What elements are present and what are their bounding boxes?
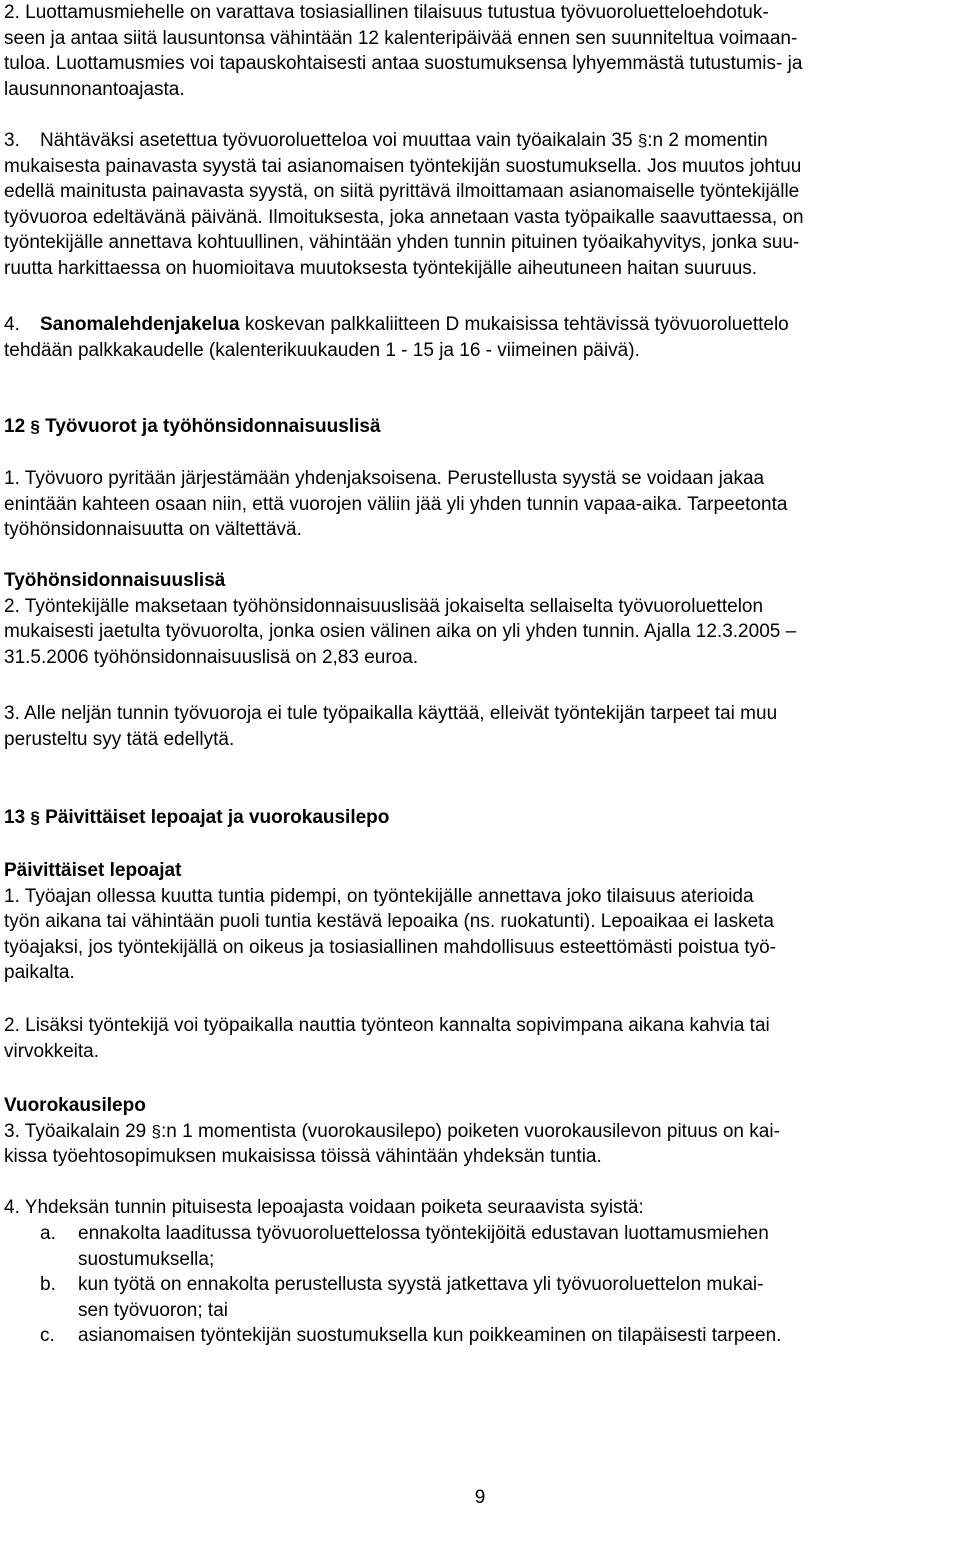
paragraph-number: 3. (4, 130, 20, 151)
text-line: asianomaisen työntekijän suostumuksella kun poikkeaminen on tilapäisesti tarpeen. (78, 1325, 782, 1347)
text-line: 31.5.2006 työhönsidonnaisuuslisä on 2,83 euroa. (4, 646, 419, 668)
text-line: työntekijälle annettava kohtuullinen, vähintään yhden tunnin pituinen työaikahyvitys, jonka suu- (4, 232, 800, 254)
section-number: 12 (4, 416, 26, 437)
section-13-paragraph-1 (4, 858, 954, 986)
text-line: 1. Työajan ollessa kuutta tuntia pidempi, on työntekijälle annettava joko tilaisuus aterioida (4, 885, 754, 907)
paragraph-2 (4, 0, 954, 102)
text-line (4, 128, 954, 154)
text-line: edellä mainitusta painavasta syystä, on siitä pyrittävä ilmoittamaan asianomaiselle työntekijälle (4, 181, 800, 203)
text-line: 2. Työntekijälle maksetaan työhönsidonnaisuuslisää jokaiselta sellaiselta työvuoroluettelon (4, 595, 764, 617)
section-12-paragraph-2 (4, 568, 954, 670)
bold-term: Sanomalehdenjakelua (40, 314, 240, 335)
section-13-paragraph-3 (4, 1093, 954, 1170)
text-line: työhönsidonnaisuutta on vältettävä. (4, 519, 302, 541)
paragraph-number: 4. (4, 314, 20, 335)
list-marker: a. (40, 1223, 56, 1244)
subheading: Vuorokausilepo (4, 1095, 146, 1116)
paragraph-3 (4, 128, 954, 282)
text-line: 4. Yhdeksän tunnin pituisesta lepoajasta voidaan poiketa seuraavista syistä: (4, 1197, 644, 1218)
text-line: 1. Työvuoro pyritään järjestämään yhdenjaksoisena. Perustellusta syystä se voidaan jakaa (4, 468, 765, 489)
text-line: työn aikana tai vähintään puoli tuntia kestävä lepoaika (ns. ruokatunti). Lepoaikaa ei lasketa (4, 911, 774, 933)
text-line: kun työtä on ennakolta perustellusta syystä jatkettava yli työvuoroluettelon mukai- (78, 1274, 764, 1296)
list-item (4, 1221, 954, 1272)
list-marker: b. (40, 1274, 56, 1296)
text-line: tuloa. Luottamusmies voi tapauskohtaisesti antaa suostumuksensa lyhyemmästä tutustumis- ja (4, 53, 803, 75)
text-line (4, 1119, 954, 1145)
text-line: 3. Alle neljän tunnin työvuoroja ei tule työpaikalla käyttää, elleivät työntekijän tarpeet tai muu (4, 703, 778, 724)
text-line: seen ja antaa siitä lausuntonsa vähintään 12 kalenteripäivää ennen sen suunniteltua voimaan- (4, 27, 798, 49)
section-symbol: § (637, 131, 648, 150)
section-12-paragraph-3 (4, 701, 954, 752)
section-title: Työvuorot ja työhönsidonnaisuuslisä (45, 416, 381, 437)
exception-list (4, 1221, 954, 1349)
subheading: Päivittäiset lepoajat (4, 860, 182, 881)
section-symbol: § (30, 417, 40, 436)
text-line: ennakolta laaditussa työvuoroluettelossa työntekijöitä edustavan luottamusmiehen (78, 1223, 769, 1244)
text-line: mukaisesta painavasta syystä tai asianomaisen työntekijän suostumuksella. Jos muutos johtuu (4, 155, 802, 177)
text-segment: koskevan palkkaliitteen D mukaisissa tehtävissä työvuoroluettelo (239, 314, 789, 335)
text-segment: :n 1 momentista (vuorokausilepo) poiketen vuorokausilevon pituus on kai- (161, 1120, 780, 1142)
text-line: työajaksi, jos työntekijällä on oikeus ja tosiasiallinen mahdollisuus esteettömästi poistua työ- (4, 936, 777, 958)
subheading: Työhönsidonnaisuuslisä (4, 570, 226, 591)
text-segment: Nähtäväksi asetettua työvuoroluetteloa voi muuttaa vain työaikalain 35 (40, 130, 633, 151)
text-line: työvuoroa edeltävänä päivänä. Ilmoituksesta, joka annetaan vasta työpaikalle saavuttaessa, on (4, 206, 804, 228)
section-symbol: § (30, 808, 40, 827)
text-line: 2. Lisäksi työntekijä voi työpaikalla nauttia työnteon kannalta sopivimpana aikana kahvia tai (4, 1015, 770, 1036)
section-symbol: § (151, 1121, 161, 1141)
text-line: enintään kahteen osaan niin, että vuorojen väliin jää yli yhden tunnin vapaa-aika. Tarpeetonta (4, 493, 788, 515)
section-number: 13 (4, 807, 26, 828)
text-line: mukaisesti jaetulta työvuorolta, jonka osien välinen aika on yli yhden tunnin. Ajalla 12.3.2005 – (4, 621, 797, 643)
list-marker: c. (40, 1325, 55, 1347)
text-line: virvokkeita. (4, 1040, 100, 1062)
section-13-heading (4, 805, 389, 831)
text-segment: :n 2 momentin (647, 130, 768, 151)
text-segment: 3. Työaikalain 29 (4, 1120, 147, 1142)
text-line (4, 312, 954, 338)
text-line: ruutta harkittaessa on huomioitava muutoksesta työntekijälle aiheutuneen haitan suuruus. (4, 257, 758, 279)
page-number: 9 (474, 1487, 486, 1508)
text-line: suostumuksella; (78, 1248, 215, 1270)
text-line: kissa työehtosopimuksen mukaisissa töissä vähintään yhdeksän tuntia. (4, 1146, 602, 1168)
text-line: 2. Luottamusmiehelle on varattava tosiasiallinen tilaisuus tutustua työvuoroluetteloehdotuk- (4, 2, 769, 23)
text-line: tehdään palkkakaudelle (kalenterikuukauden 1 - 15 ja 16 - viimeinen päivä). (4, 339, 640, 361)
paragraph-4 (4, 312, 954, 363)
section-13-paragraph-4 (4, 1195, 954, 1221)
list-item (4, 1323, 954, 1349)
section-13-paragraph-2 (4, 1013, 954, 1064)
text-line: lausunnonantoajasta. (4, 78, 185, 100)
text-line: paikalta. (4, 962, 75, 984)
list-item (4, 1272, 954, 1323)
text-line: sen työvuoron; tai (78, 1299, 228, 1321)
text-line: perusteltu syy tätä edellytä. (4, 728, 235, 750)
section-12-heading (4, 414, 381, 440)
section-title: Päivittäiset lepoajat ja vuorokausilepo (45, 807, 390, 828)
section-12-paragraph-1 (4, 466, 954, 543)
